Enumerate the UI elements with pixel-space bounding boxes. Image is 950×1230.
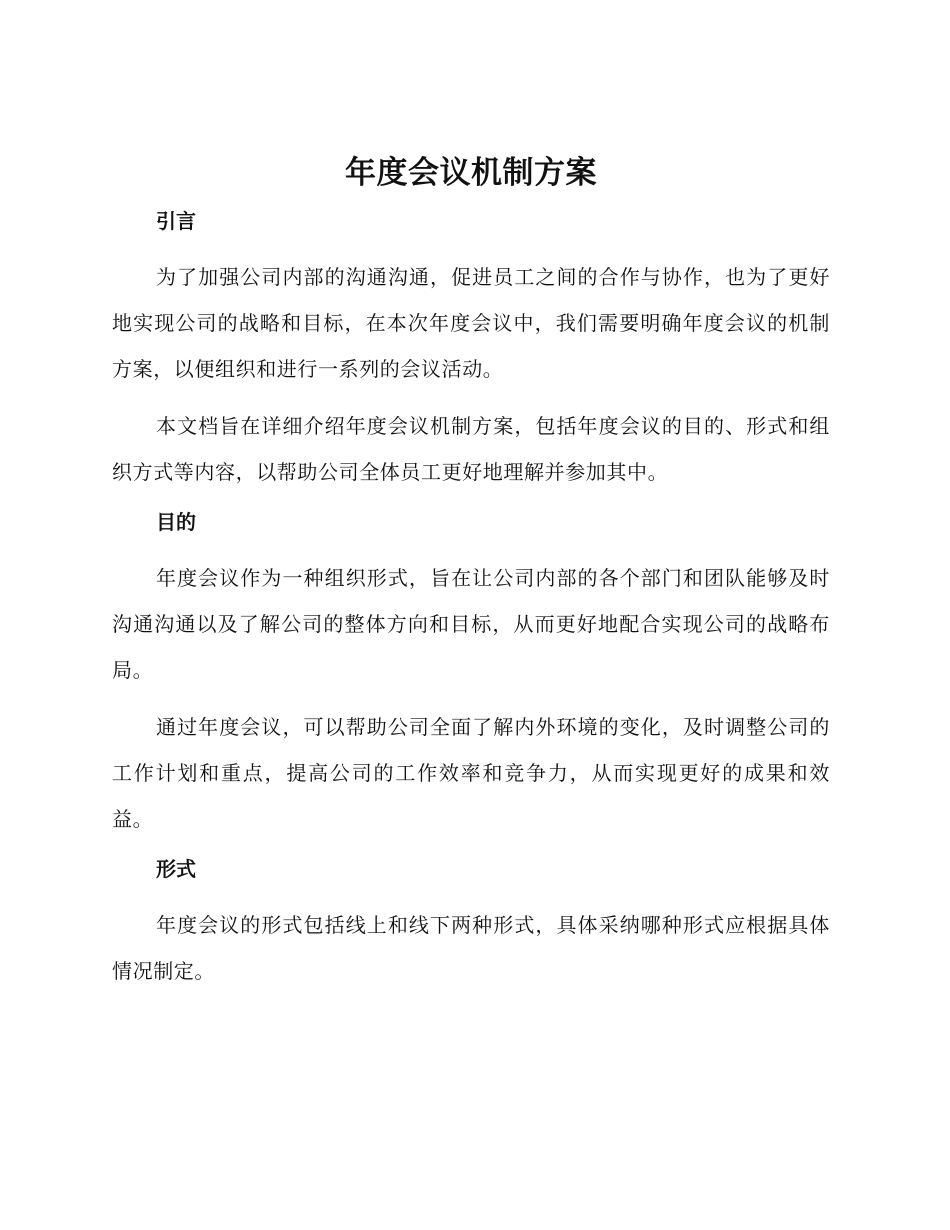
section-heading: 引言 [156, 209, 196, 233]
section-heading: 目的 [156, 510, 196, 534]
document-body [112, 150, 830, 994]
paragraph: 为了加强公司内部的沟通沟通，促进员工之间的合作与协作，也为了更好地实现公司的战略和目标，在本次年度会议中，我们需要明确年度会议的机制方案，以便组织和进行一系列的会议活动。 [112, 265, 830, 381]
document-title: 年度会议机制方案 [345, 155, 597, 191]
section-introduction [112, 205, 830, 506]
section-format [112, 853, 830, 994]
paragraph: 通过年度会议，可以帮助公司全面了解内外环境的变化，及时调整公司的工作计划和重点，提高公司的工作效率和竞争力，从而实现更好的成果和效益。 [112, 715, 830, 831]
paragraph: 本文档旨在详细介绍年度会议机制方案，包括年度会议的目的、形式和组织方式等内容，以帮助公司全体员工更好地理解并参加其中。 [112, 414, 830, 484]
section-purpose [112, 506, 830, 853]
paragraph: 年度会议作为一种组织形式，旨在让公司内部的各个部门和团队能够及时沟通沟通以及了解公司的整体方向和目标，从而更好地配合实现公司的战略布局。 [112, 566, 830, 682]
section-heading: 形式 [156, 857, 196, 881]
paragraph: 年度会议的形式包括线上和线下两种形式，具体采纳哪种形式应根据具体情况制定。 [112, 913, 830, 983]
